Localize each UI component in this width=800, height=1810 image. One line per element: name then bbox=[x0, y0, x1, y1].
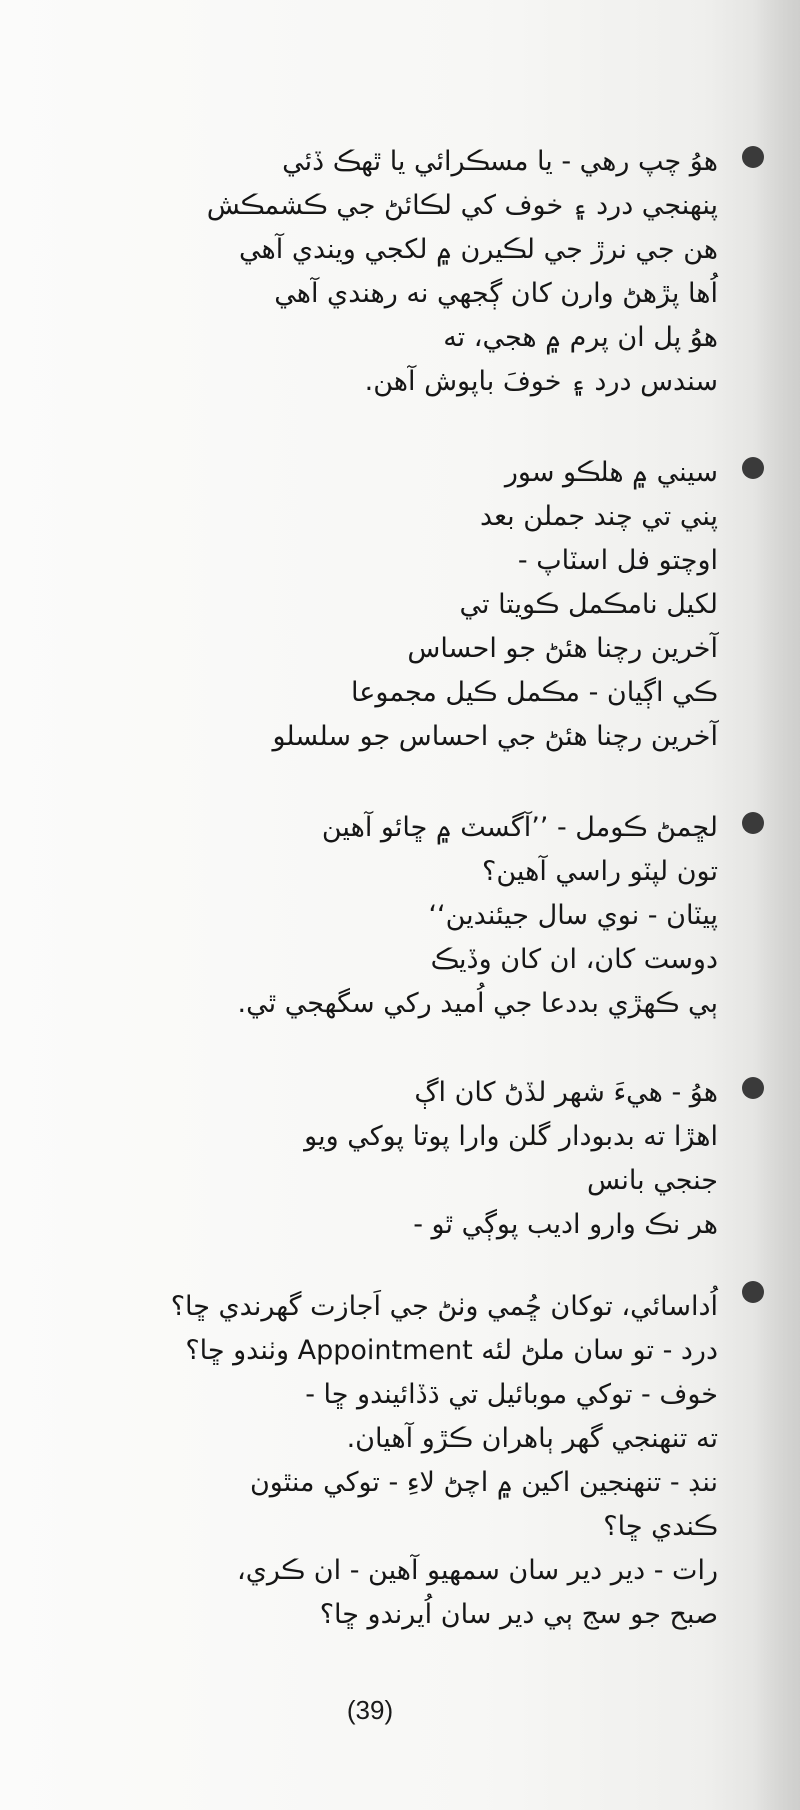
poem-line: هن جي نرڙ جي لڪيرن ۾ لکجي ويندي آهي bbox=[239, 234, 718, 265]
poem-line: اُداسائي، توکان ڇُمي وٺڻ جي اَجازت گهرندي ڇا؟ bbox=[170, 1291, 718, 1322]
poem-line: خوف - توکي موبائيل تي ڌڏائيندو ڇا - bbox=[305, 1379, 718, 1410]
stanza bbox=[272, 451, 718, 759]
poem-line: درد - تو سان ملڻ لئه Appointment وٺندو ڇا؟ bbox=[185, 1335, 718, 1366]
stanza bbox=[171, 1285, 718, 1637]
stanza-bullet bbox=[742, 1077, 764, 1099]
page-edge-shadow bbox=[754, 0, 800, 1810]
poem-line: اُها پڙهڻ وارن کان ڳجهي نه رهندي آهي bbox=[274, 278, 718, 309]
stanza bbox=[238, 806, 718, 1026]
stanza-bullet bbox=[742, 146, 764, 168]
poem-line: اهڙا ته بدبودار گلن وارا پوتا پوکي ويو bbox=[304, 1121, 718, 1152]
poem-line: ته تنهنجي گهر ٻاهران ڪڙو آهيان. bbox=[346, 1423, 718, 1454]
poem-line: سندس درد ۽ خوفَ باپوش آهن. bbox=[364, 366, 718, 397]
poem-line: لکيل نامڪمل ڪويتا تي bbox=[459, 589, 718, 620]
stanza bbox=[304, 1071, 718, 1247]
poem-line: رات - دير دير سان سمهيو آهين - ان ڪري، bbox=[237, 1555, 718, 1586]
poem-line: دوست کان، ان کان وڏيڪ bbox=[430, 944, 718, 975]
poem-line: اوچتو فل اسٽاپ - bbox=[517, 545, 718, 576]
poem-line: آخرين رچنا هئڻ جي احساس جو سلسلو bbox=[272, 721, 718, 752]
poem-line: سيني ۾ هلڪو سور bbox=[504, 457, 718, 488]
poem-line: پنهنجي درد ۽ خوف کي لڪائڻ جي ڪشمڪش bbox=[206, 190, 718, 221]
poem-line: هر نڪ وارو اديب پوڳي ٿو - bbox=[413, 1209, 718, 1240]
poem-line: پني تي چند جملن بعد bbox=[479, 501, 718, 532]
stanza-bullet bbox=[742, 812, 764, 834]
poem-line: پيٽان - نوي سال جيئندين‘‘ bbox=[428, 900, 718, 931]
poem-line: هوُ پل ان پرم ۾ هجي، ته bbox=[443, 322, 718, 353]
stanza-bullet bbox=[742, 457, 764, 479]
poem-line: هوُ - هيءَ شهر لڏڻ کان اڳ bbox=[414, 1077, 718, 1108]
poem-line: ڪي اڳيان - مڪمل ڪيل مجموعا bbox=[351, 677, 718, 708]
poem-line: آخرين رچنا هئڻ جو احساس bbox=[407, 633, 718, 664]
poem-line: جنجي بانس bbox=[586, 1165, 718, 1196]
poem-line: صبح جو سج ٻي دير سان اُيرندو ڇا؟ bbox=[319, 1599, 718, 1630]
poem-line: لڇمڻ ڪومل - ’’آگسٽ ۾ ڇائو آهين bbox=[321, 812, 718, 843]
poem-line: ننڊ - تنهنجين اکين ۾ اچڻ لاءِ - توکي منٿون bbox=[249, 1467, 718, 1498]
poem-line: تون لپٽو راسي آهين؟ bbox=[482, 856, 718, 887]
stanza-bullet bbox=[742, 1281, 764, 1303]
poem-line: ڪندي ڇا؟ bbox=[603, 1511, 718, 1542]
stanza bbox=[207, 140, 718, 404]
poem-line: ٻي ڪهڙي بددعا جي اُميد رکي سگهجي ٿي. bbox=[237, 988, 718, 1019]
poem-line: هوُ چپ رهي - يا مسڪرائي يا ٿهڪ ڏئي bbox=[282, 146, 718, 177]
page-number: (39) bbox=[346, 1695, 394, 1725]
